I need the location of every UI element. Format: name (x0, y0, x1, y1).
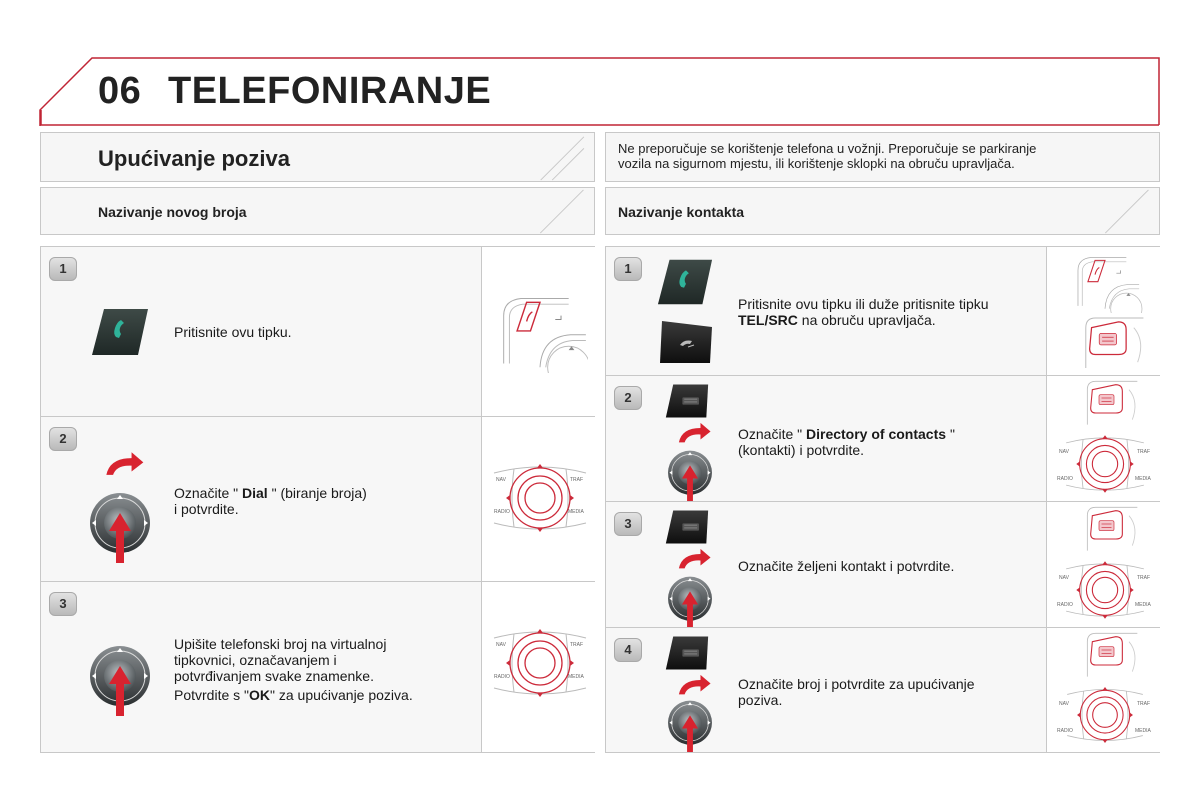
left-step-2-text: Označite " Dial " (biranje broja) i potvrdite. (174, 485, 367, 517)
tel-src-steering-button-icon (658, 319, 714, 365)
control-knob-icon (664, 686, 716, 752)
step-number-badge: 2 (49, 427, 77, 451)
control-knob-icon (85, 473, 155, 563)
step-number-badge: 1 (49, 257, 77, 281)
control-wheel-diagram-icon (1055, 552, 1155, 628)
steering-contacts-key-icon (1061, 504, 1147, 554)
step-number-badge: 2 (614, 386, 642, 410)
chapter-title: TELEFONIRANJE (168, 70, 492, 112)
radio-label: RADIO (494, 509, 510, 515)
left-step-3 (40, 581, 595, 753)
media-label: MEDIA (1135, 602, 1151, 608)
control-knob-icon (664, 436, 716, 502)
control-knob-icon (664, 562, 716, 628)
steering-button-icon (664, 382, 710, 420)
right-step-4-text: Označite broj i potvrdite za upućivanje poziva. (738, 676, 975, 708)
right-step-3-thumbnail (1046, 502, 1161, 627)
chapter-number: 06 (98, 70, 142, 112)
step-number-badge: 4 (614, 638, 642, 662)
right-step-2 (605, 375, 1160, 502)
steering-contacts-key-icon (1061, 378, 1147, 428)
step-number-badge: 1 (614, 257, 642, 281)
radio-label: RADIO (494, 674, 510, 680)
left-step-2 (40, 416, 595, 582)
right-step-4 (605, 627, 1160, 753)
left-step-3-text: Upišite telefonski broj na virtualnoj tipkovnici, označavanjem i potvrđivanjem svake znamenke. Potvrdite s "OK" za upućivanje poziva. (174, 636, 413, 703)
left-step-2-thumbnail (481, 417, 596, 581)
nav-label: NAV (1059, 575, 1069, 581)
right-subsection-title: Nazivanje kontakta (618, 204, 745, 220)
left-step-1 (40, 246, 595, 417)
nav-label: NAV (496, 477, 506, 483)
steering-button-icon (664, 508, 710, 546)
left-subsection-header (40, 187, 595, 235)
radio-label: RADIO (1057, 476, 1073, 482)
radio-label: RADIO (1057, 728, 1073, 734)
traf-label: TRAF (1137, 701, 1151, 707)
media-label: MEDIA (1135, 728, 1151, 734)
right-step-2-thumbnail (1046, 376, 1161, 501)
media-label: MEDIA (568, 509, 584, 515)
right-step-2-text: Označite " Directory of contacts " (kontakti) i potvrdite. (738, 426, 955, 458)
nav-label: NAV (1059, 701, 1069, 707)
right-step-4-thumbnail (1046, 628, 1161, 752)
phone-button-icon (89, 307, 151, 357)
step-number-badge: 3 (614, 512, 642, 536)
warning-line-1: Ne preporučuje se korištenje telefona u vožnji. Preporučuje se parkiranje (618, 141, 1037, 156)
section-title: Upućivanje poziva (98, 146, 290, 171)
steering-button-icon (664, 634, 710, 672)
control-wheel-diagram-icon (1055, 426, 1155, 502)
control-wheel-diagram-icon (1055, 678, 1155, 752)
control-wheel-diagram-icon (490, 618, 590, 708)
control-knob-icon (85, 626, 155, 716)
left-step-1-text: Pritisnite ovu tipku. (174, 324, 292, 340)
section-header (40, 132, 595, 182)
traf-label: TRAF (570, 477, 584, 483)
steering-tel-key-icon (1057, 313, 1153, 373)
traf-label: TRAF (1137, 449, 1151, 455)
nav-label: NAV (1059, 449, 1069, 455)
control-wheel-diagram-icon (490, 453, 590, 543)
warning-line-2: vozila na sigurnom mjestu, ili korištenje sklopki na obruču upravljača. (618, 156, 1015, 171)
radio-label: RADIO (1057, 602, 1073, 608)
chapter-header (40, 58, 1160, 126)
right-step-3-text: Označite željeni kontakt i potvrdite. (738, 558, 955, 574)
left-step-3-thumbnail (481, 582, 596, 752)
traf-label: TRAF (1137, 575, 1151, 581)
phone-button-icon (656, 255, 714, 309)
dashboard-phone-key-icon (1057, 249, 1153, 313)
nav-label: NAV (496, 642, 506, 648)
right-step-1-thumbnail (1046, 247, 1161, 375)
left-step-1-thumbnail (481, 247, 596, 416)
media-label: MEDIA (568, 674, 584, 680)
media-label: MEDIA (1135, 476, 1151, 482)
left-subsection-title: Nazivanje novog broja (98, 204, 247, 220)
right-step-1 (605, 246, 1160, 376)
warning-box (605, 132, 1160, 182)
step-number-badge: 3 (49, 592, 77, 616)
dashboard-phone-key-icon (492, 287, 588, 373)
steering-contacts-key-icon (1061, 630, 1147, 680)
traf-label: TRAF (570, 642, 584, 648)
right-subsection-header (605, 187, 1160, 235)
right-step-1-text: Pritisnite ovu tipku ili duže pritisnite tipku TEL/SRC na obruču upravljača. (738, 296, 989, 328)
right-step-3 (605, 501, 1160, 628)
